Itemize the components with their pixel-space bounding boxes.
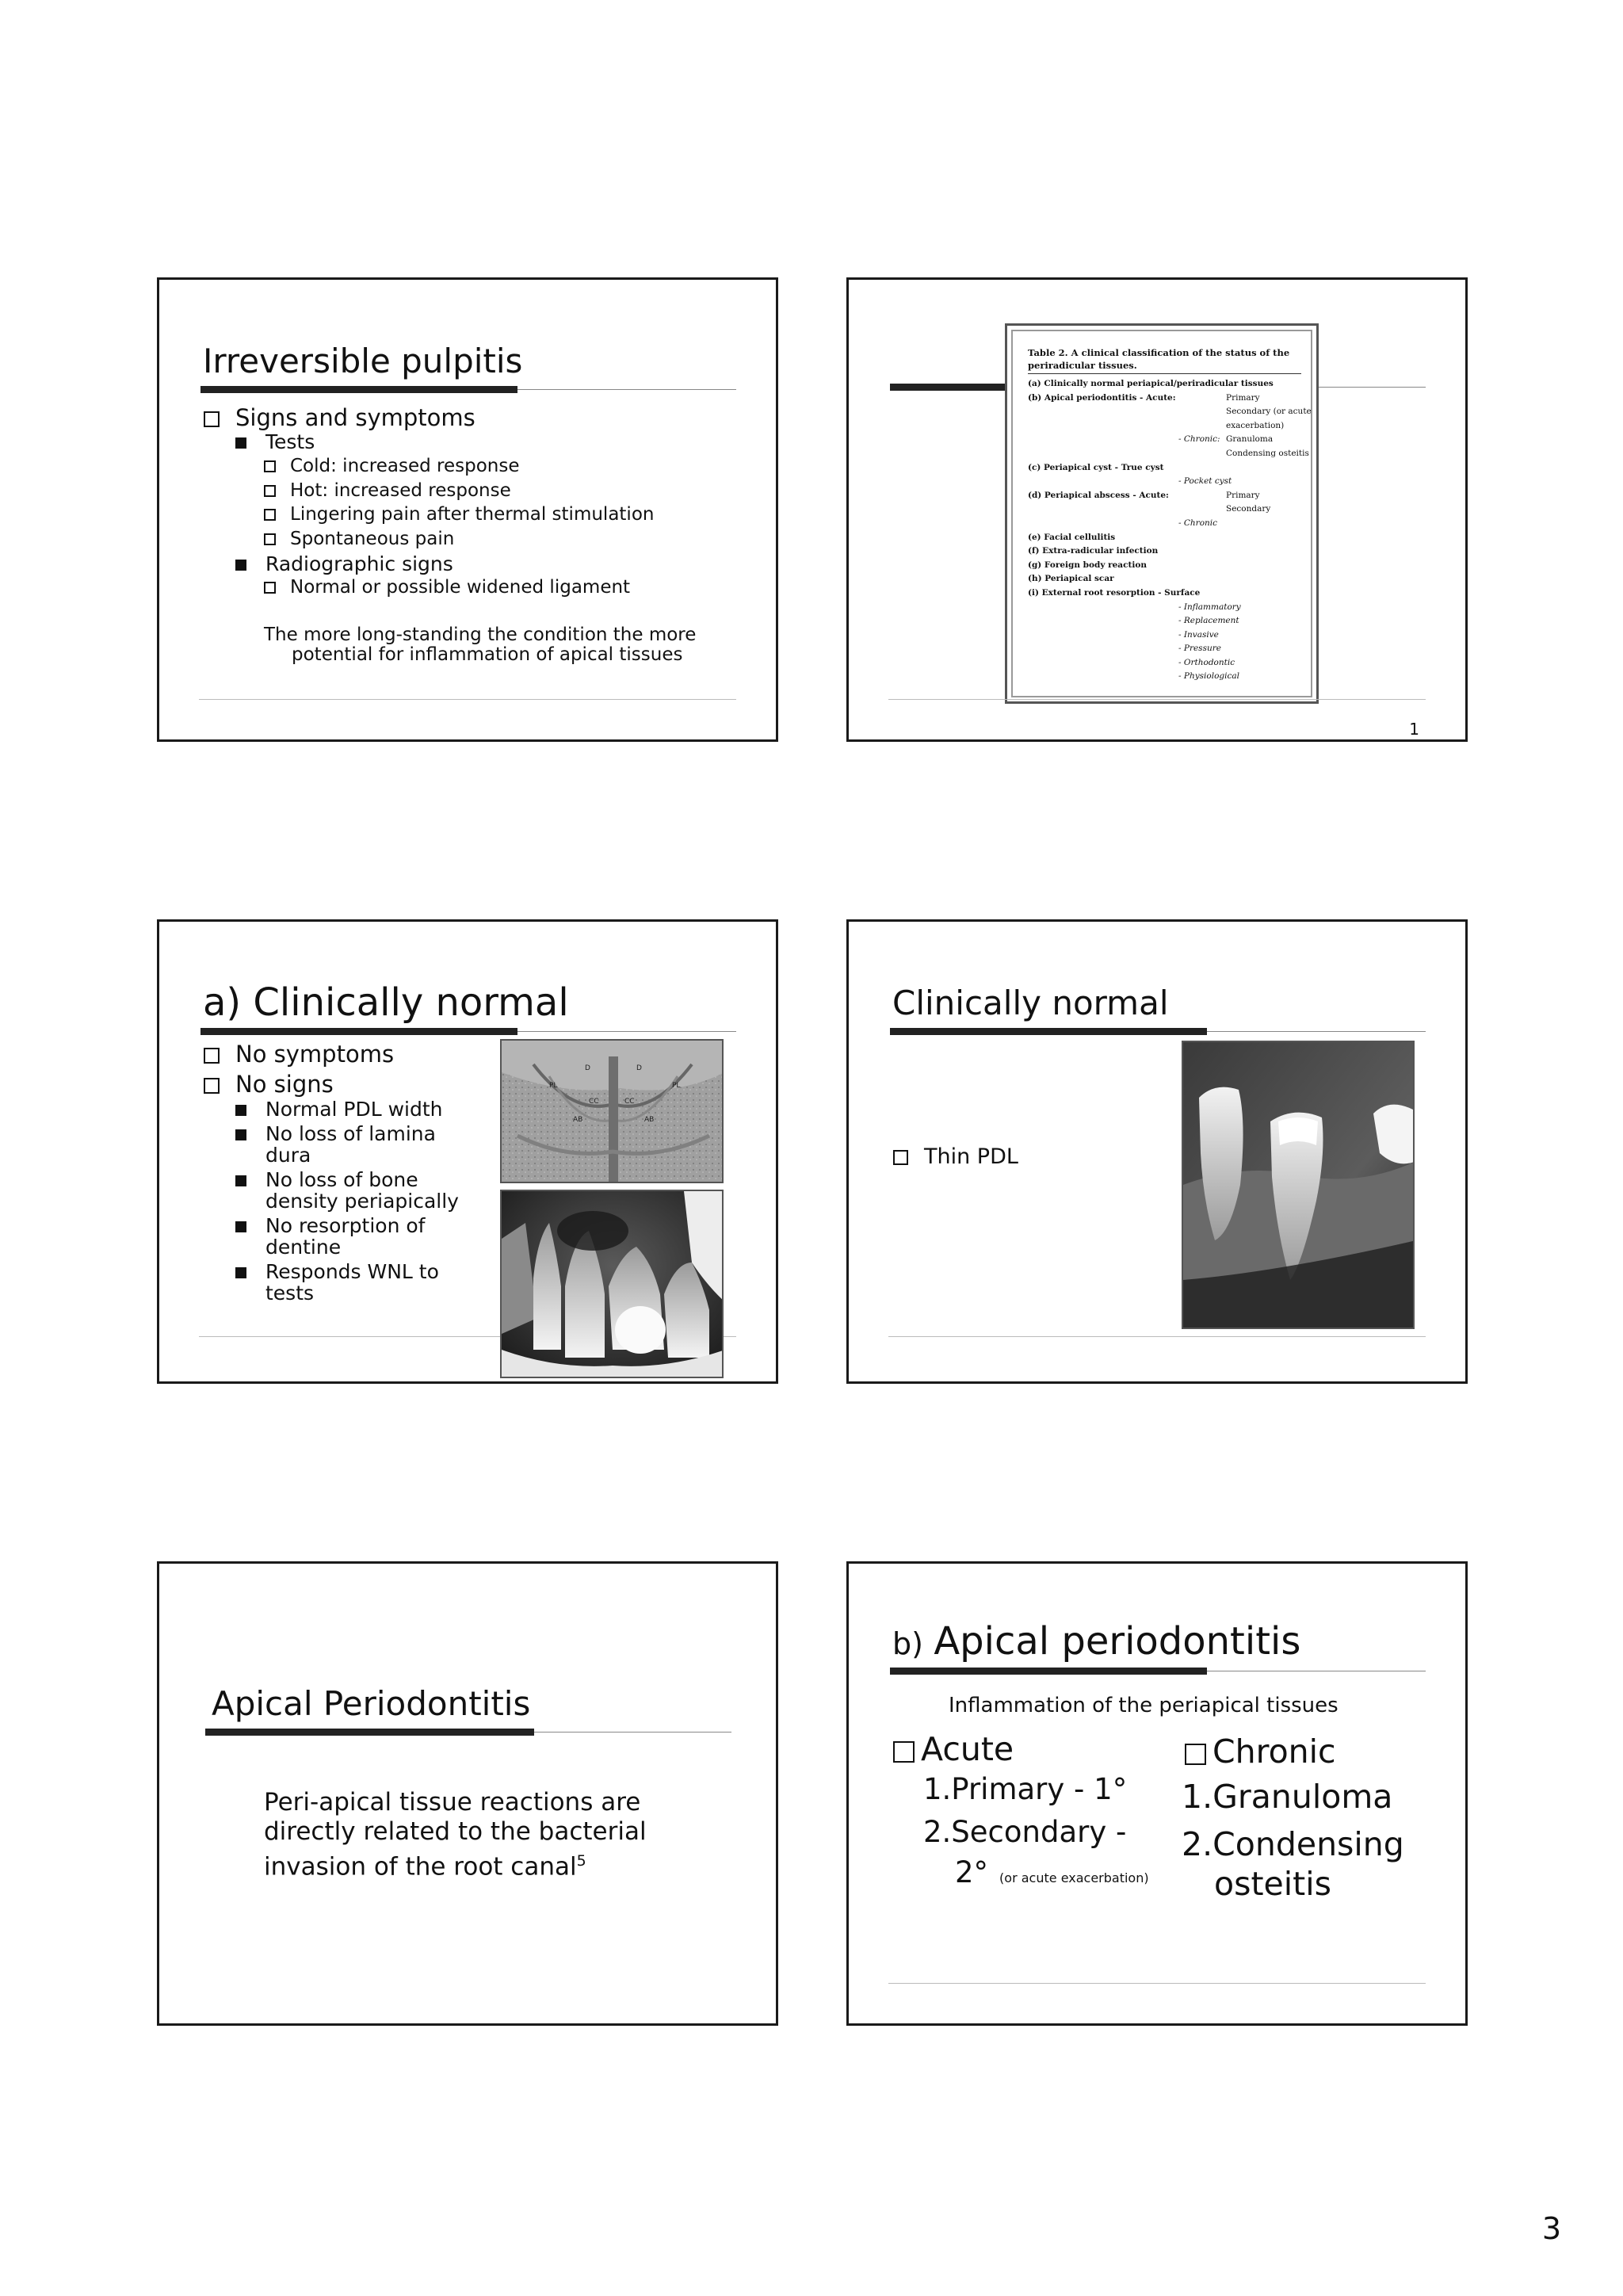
histo-label-cc: CC bbox=[589, 1098, 599, 1106]
page-number: 3 bbox=[1541, 2211, 1561, 2246]
histo-label-d: D bbox=[636, 1064, 642, 1072]
bullet-pdl: Normal PDL width bbox=[235, 1098, 443, 1121]
intro-line-3: invasion of the root canal$^5$ bbox=[264, 1852, 586, 1881]
table-rows bbox=[1028, 377, 1312, 684]
chronic-granuloma: 1.Granuloma bbox=[1182, 1778, 1393, 1816]
hollow-square-bullet-icon bbox=[1185, 1744, 1206, 1765]
table-cell-label: (g) Foreign body reaction bbox=[1028, 560, 1147, 570]
table-rule bbox=[1028, 373, 1301, 374]
title-text: Apical periodontitis bbox=[934, 1619, 1301, 1664]
table-cell-value: Primary bbox=[1226, 490, 1260, 500]
radiograph-icon bbox=[502, 1191, 724, 1378]
table-row bbox=[1028, 614, 1305, 628]
table-cell-value: exacerbation) bbox=[1226, 420, 1285, 430]
slide-title: Clinically normal bbox=[892, 984, 1169, 1022]
table-cell-label: (e) Facial cellulitis bbox=[1028, 532, 1116, 542]
filled-square-bullet-icon bbox=[235, 560, 246, 571]
intro-paragraph bbox=[264, 1788, 647, 1881]
table-row bbox=[1028, 601, 1305, 615]
table-row bbox=[1028, 377, 1305, 392]
dental-radiograph-image bbox=[500, 1190, 724, 1378]
table-row bbox=[1028, 628, 1305, 643]
hollow-square-bullet-icon bbox=[264, 485, 276, 497]
hollow-square-bullet-icon bbox=[204, 1078, 220, 1094]
table-cell-label: - Pressure bbox=[1178, 644, 1221, 654]
bullet-tests: Tests bbox=[235, 430, 315, 453]
slide-apical-periodontitis-intro bbox=[157, 1561, 778, 2026]
bullet-lamina: No loss of lamina dura bbox=[235, 1123, 436, 1166]
hollow-square-bullet-icon bbox=[893, 1150, 908, 1165]
slide-number: 1 bbox=[1409, 720, 1419, 739]
table-figure bbox=[1005, 323, 1319, 704]
hollow-square-bullet-icon bbox=[264, 533, 276, 545]
note-line-2: potential for inflammation of apical tissues bbox=[292, 644, 683, 665]
histology-micrograph-image bbox=[500, 1039, 724, 1183]
acute-secondary-degree: 2° (or acute exacerbation) bbox=[955, 1855, 1149, 1889]
acute-exacerbation-note: (or acute exacerbation) bbox=[999, 1870, 1149, 1885]
table-row bbox=[1028, 544, 1305, 559]
filled-square-bullet-icon bbox=[235, 1105, 246, 1116]
slide-classification-table bbox=[846, 277, 1468, 742]
table-cell-label: - Orthodontic bbox=[1178, 657, 1235, 667]
bullet-resorption: No resorption of dentine bbox=[235, 1215, 425, 1258]
histology-icon bbox=[502, 1041, 724, 1183]
title-bar bbox=[890, 1028, 1207, 1035]
slide-title: Irreversible pulpitis bbox=[203, 342, 523, 380]
acute-heading: Acute bbox=[893, 1730, 1014, 1768]
bullet-no-symptoms: No symptoms bbox=[204, 1041, 394, 1068]
histo-label-d: D bbox=[585, 1064, 590, 1072]
table-title-line-2: periradicular tissues. bbox=[1028, 360, 1137, 371]
title-bar bbox=[200, 386, 517, 393]
hollow-square-bullet-icon bbox=[204, 411, 220, 427]
table-cell-label: - Invasive bbox=[1178, 629, 1219, 640]
filled-square-bullet-icon bbox=[235, 1129, 246, 1140]
table-cell-label: - Physiological bbox=[1178, 671, 1239, 682]
table-row bbox=[1028, 475, 1305, 489]
table-cell-label: (d) Periapical abscess - Acute: bbox=[1028, 490, 1169, 500]
hollow-square-bullet-icon bbox=[264, 582, 276, 594]
bullet-signs-symptoms: Signs and symptoms bbox=[204, 404, 475, 431]
histo-label-pl: PL bbox=[672, 1082, 681, 1090]
table-title-line-1: Table 2. A clinical classification of the status of the bbox=[1028, 347, 1290, 358]
intro-line-1: Peri-apical tissue reactions are bbox=[264, 1788, 641, 1817]
bullet-ligament: Normal or possible widened ligament bbox=[264, 577, 630, 598]
slide-irreversible-pulpitis bbox=[157, 277, 778, 742]
table-row bbox=[1028, 419, 1305, 434]
slide-b-apical-periodontitis bbox=[846, 1561, 1468, 2026]
hollow-square-bullet-icon bbox=[264, 460, 276, 472]
histo-label-ab: AB bbox=[573, 1116, 583, 1124]
table-cell-label: (b) Apical periodontitis - Acute: bbox=[1028, 392, 1176, 403]
footer-rule bbox=[888, 699, 1426, 700]
table-cell-label: (i) External root resorption - Surface bbox=[1028, 587, 1201, 598]
bullet-bone: No loss of bone density periapically bbox=[235, 1169, 459, 1212]
table-row bbox=[1028, 447, 1309, 461]
table-row bbox=[1028, 489, 1305, 503]
table-row bbox=[1028, 586, 1305, 601]
footer-rule bbox=[199, 699, 736, 700]
histo-label-pl: PL bbox=[549, 1082, 558, 1090]
table-row bbox=[1028, 642, 1305, 656]
table-cell-label: (f) Extra-radicular infection bbox=[1028, 546, 1159, 556]
table-row bbox=[1028, 461, 1305, 476]
bullet-responds: Responds WNL to tests bbox=[235, 1261, 439, 1304]
table-row bbox=[1028, 670, 1305, 684]
histo-label-cc: CC bbox=[624, 1098, 635, 1106]
table-row bbox=[1028, 405, 1312, 419]
title-bar bbox=[890, 1668, 1207, 1675]
note-line-1: The more long-standing the condition the more bbox=[264, 625, 697, 645]
bullet-cold: Cold: increased response bbox=[264, 456, 520, 476]
table-row bbox=[1028, 433, 1305, 447]
table-cell-value: Primary bbox=[1226, 392, 1260, 403]
table-cell-label: - Chronic: bbox=[1178, 434, 1220, 445]
radiograph-icon bbox=[1183, 1042, 1415, 1329]
citation-superscript: 5 bbox=[576, 1852, 586, 1870]
hollow-square-bullet-icon bbox=[893, 1741, 915, 1763]
chronic-condensing: 2.Condensing bbox=[1182, 1825, 1404, 1863]
bullet-no-signs: No signs bbox=[204, 1071, 334, 1098]
bullet-hot: Hot: increased response bbox=[264, 480, 511, 501]
bullet-thin-pdl: Thin PDL bbox=[893, 1144, 1018, 1169]
title-bar bbox=[200, 1028, 517, 1035]
slide-title bbox=[892, 1619, 1300, 1664]
bullet-radiographic: Radiographic signs bbox=[235, 552, 453, 575]
table-row bbox=[1028, 502, 1305, 517]
title-bar bbox=[205, 1729, 534, 1736]
slide-clinically-normal bbox=[846, 919, 1468, 1384]
table-row bbox=[1028, 392, 1305, 406]
hollow-square-bullet-icon bbox=[204, 1048, 220, 1064]
periapical-radiograph-image bbox=[1182, 1041, 1415, 1329]
table-row bbox=[1028, 531, 1305, 545]
table-row bbox=[1028, 559, 1305, 573]
hollow-square-bullet-icon bbox=[264, 509, 276, 521]
filled-square-bullet-icon bbox=[235, 1175, 246, 1186]
intro-line-2: directly related to the bacterial bbox=[264, 1817, 647, 1846]
table-cell-value: Granuloma bbox=[1226, 434, 1274, 445]
filled-square-bullet-icon bbox=[235, 1221, 246, 1232]
table-cell-label: - Pocket cyst bbox=[1178, 476, 1232, 487]
bullet-lingering: Lingering pain after thermal stimulation bbox=[264, 504, 654, 525]
chronic-osteitis: osteitis bbox=[1214, 1865, 1331, 1903]
table-row bbox=[1028, 572, 1305, 586]
bullet-spontaneous: Spontaneous pain bbox=[264, 529, 454, 549]
table-row bbox=[1028, 656, 1305, 670]
footer-rule bbox=[888, 1983, 1426, 1984]
table-cell-value: Secondary bbox=[1226, 504, 1271, 514]
slide-title: Apical Periodontitis bbox=[212, 1684, 531, 1723]
histo-label-ab: AB bbox=[644, 1116, 655, 1124]
table-cell-label: (c) Periapical cyst - True cyst bbox=[1028, 462, 1164, 472]
table-cell-value: Secondary (or acute bbox=[1226, 407, 1312, 417]
slide-a-clinically-normal bbox=[157, 919, 778, 1384]
slide-title: a) Clinically normal bbox=[203, 980, 569, 1025]
acute-primary: 1.Primary - 1° bbox=[923, 1772, 1128, 1806]
table-cell-label: (a) Clinically normal periapical/periradicular tissues bbox=[1028, 379, 1274, 388]
chronic-heading: Chronic bbox=[1185, 1733, 1336, 1771]
filled-square-bullet-icon bbox=[235, 437, 246, 449]
filled-square-bullet-icon bbox=[235, 1267, 246, 1278]
table-cell-label: - Inflammatory bbox=[1178, 602, 1241, 612]
table-cell-label: - Chronic bbox=[1178, 518, 1218, 528]
table-cell-label: - Replacement bbox=[1178, 616, 1239, 626]
acute-secondary: 2.Secondary - bbox=[923, 1815, 1127, 1849]
table-cell-label: (h) Periapical scar bbox=[1028, 574, 1114, 584]
table-cell-value: Condensing osteitis bbox=[1226, 448, 1309, 458]
title-prefix: b) bbox=[892, 1626, 923, 1661]
table-row bbox=[1028, 517, 1305, 531]
slide-subtitle: Inflammation of the periapical tissues bbox=[949, 1694, 1338, 1717]
footer-rule bbox=[888, 1336, 1426, 1337]
